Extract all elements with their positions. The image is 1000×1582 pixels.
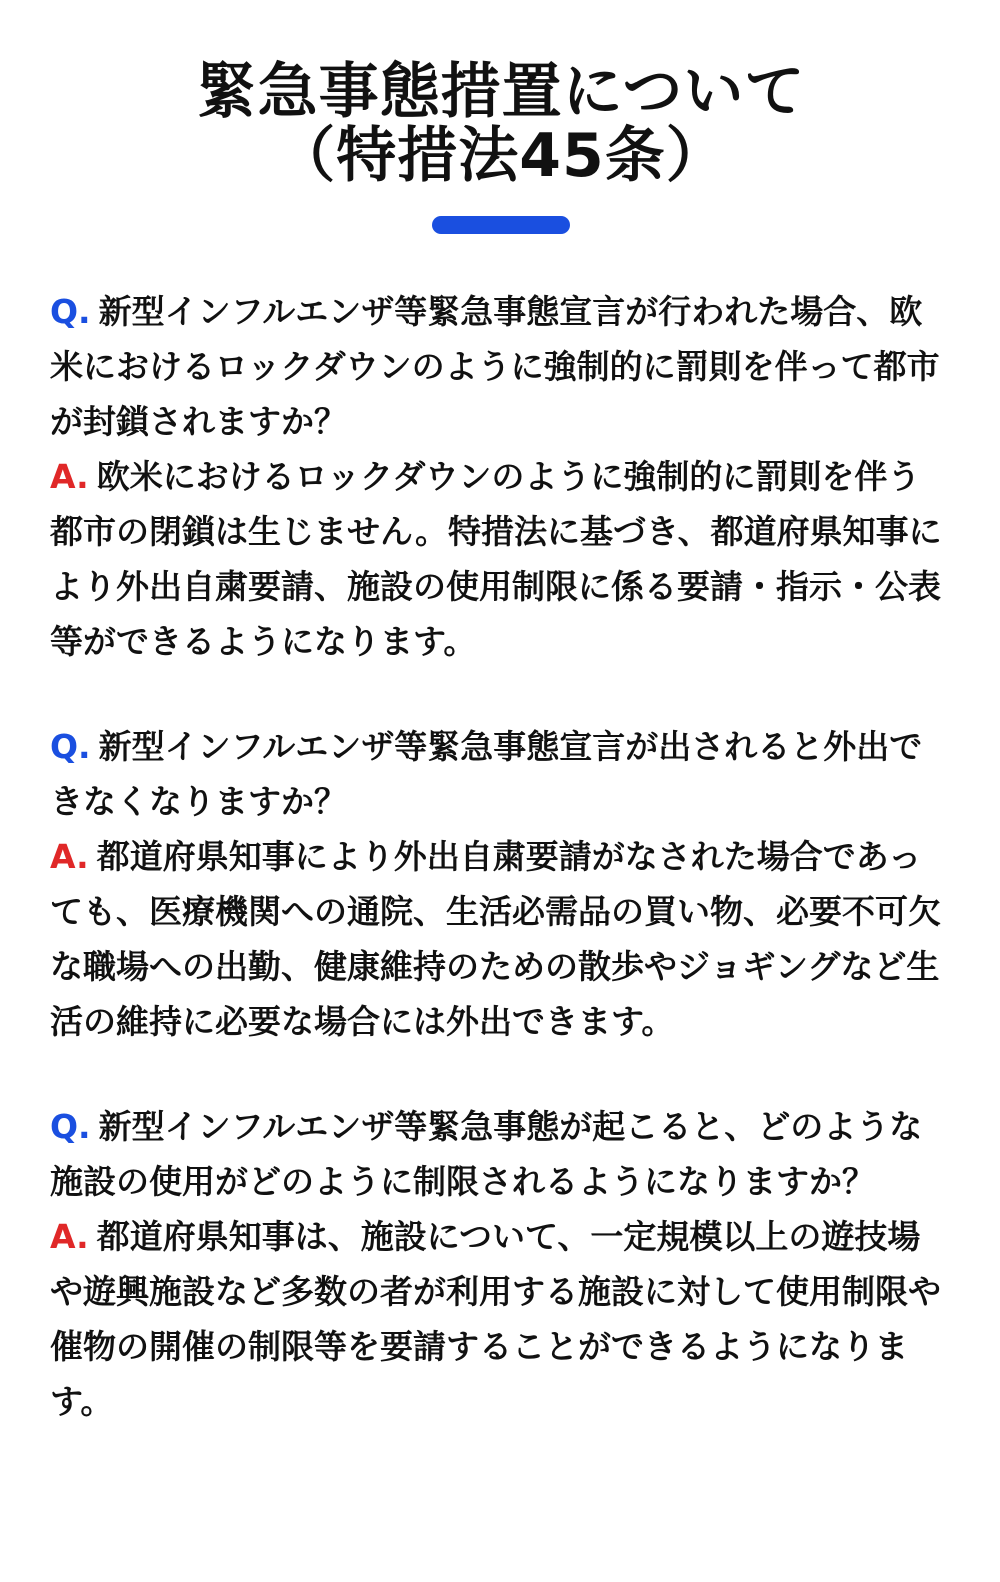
question-marker: Q. <box>50 292 91 331</box>
question-text: 新型インフルエンザ等緊急事態が起こると、どのような施設の使用がどのように制限されるようになりますか？ <box>50 1107 923 1201</box>
qa-item-2 <box>50 719 952 1049</box>
answer-text: 都道府県知事は、施設について、一定規模以上の遊技場や遊興施設など多数の者が利用する施設に対して使用制限や催物の開催の制限等を要請することができるようになります。 <box>50 1217 941 1421</box>
question-3 <box>50 1099 952 1209</box>
question-2 <box>50 719 952 829</box>
answer-marker: A. <box>50 457 89 496</box>
page-title <box>50 57 952 191</box>
title-accent-bar <box>432 216 570 234</box>
qa-item-1 <box>50 284 952 669</box>
question-marker: Q. <box>50 1107 91 1146</box>
answer-marker: A. <box>50 1217 89 1256</box>
page-title-line-2: （特措法45条） <box>275 121 727 191</box>
answer-1 <box>50 449 952 669</box>
answer-3 <box>50 1209 952 1429</box>
answer-text: 都道府県知事により外出自粛要請がなされた場合であっても、医療機関への通院、生活必需品の買い物、必要不可欠な職場への出勤、健康維持のための散歩やジョギングなど生活の維持に必要な場合には外出できます。 <box>50 837 941 1041</box>
page-title-line-1: 緊急事態措置について <box>196 57 806 127</box>
qa-list <box>50 284 952 1429</box>
question-text: 新型インフルエンザ等緊急事態宣言が行われた場合、欧米におけるロックダウンのように強制的に罰則を伴って都市が封鎖されますか？ <box>50 292 940 441</box>
answer-text: 欧米におけるロックダウンのように強制的に罰則を伴う都市の閉鎖は生じません。特措法に基づき、都道府県知事により外出自粛要請、施設の使用制限に係る要請・指示・公表等ができるようになります。 <box>50 457 942 661</box>
question-1 <box>50 284 952 449</box>
answer-marker: A. <box>50 837 89 876</box>
qa-item-3 <box>50 1099 952 1429</box>
question-marker: Q. <box>50 727 91 766</box>
answer-2 <box>50 829 952 1049</box>
question-text: 新型インフルエンザ等緊急事態宣言が出されると外出できなくなりますか？ <box>50 727 923 821</box>
